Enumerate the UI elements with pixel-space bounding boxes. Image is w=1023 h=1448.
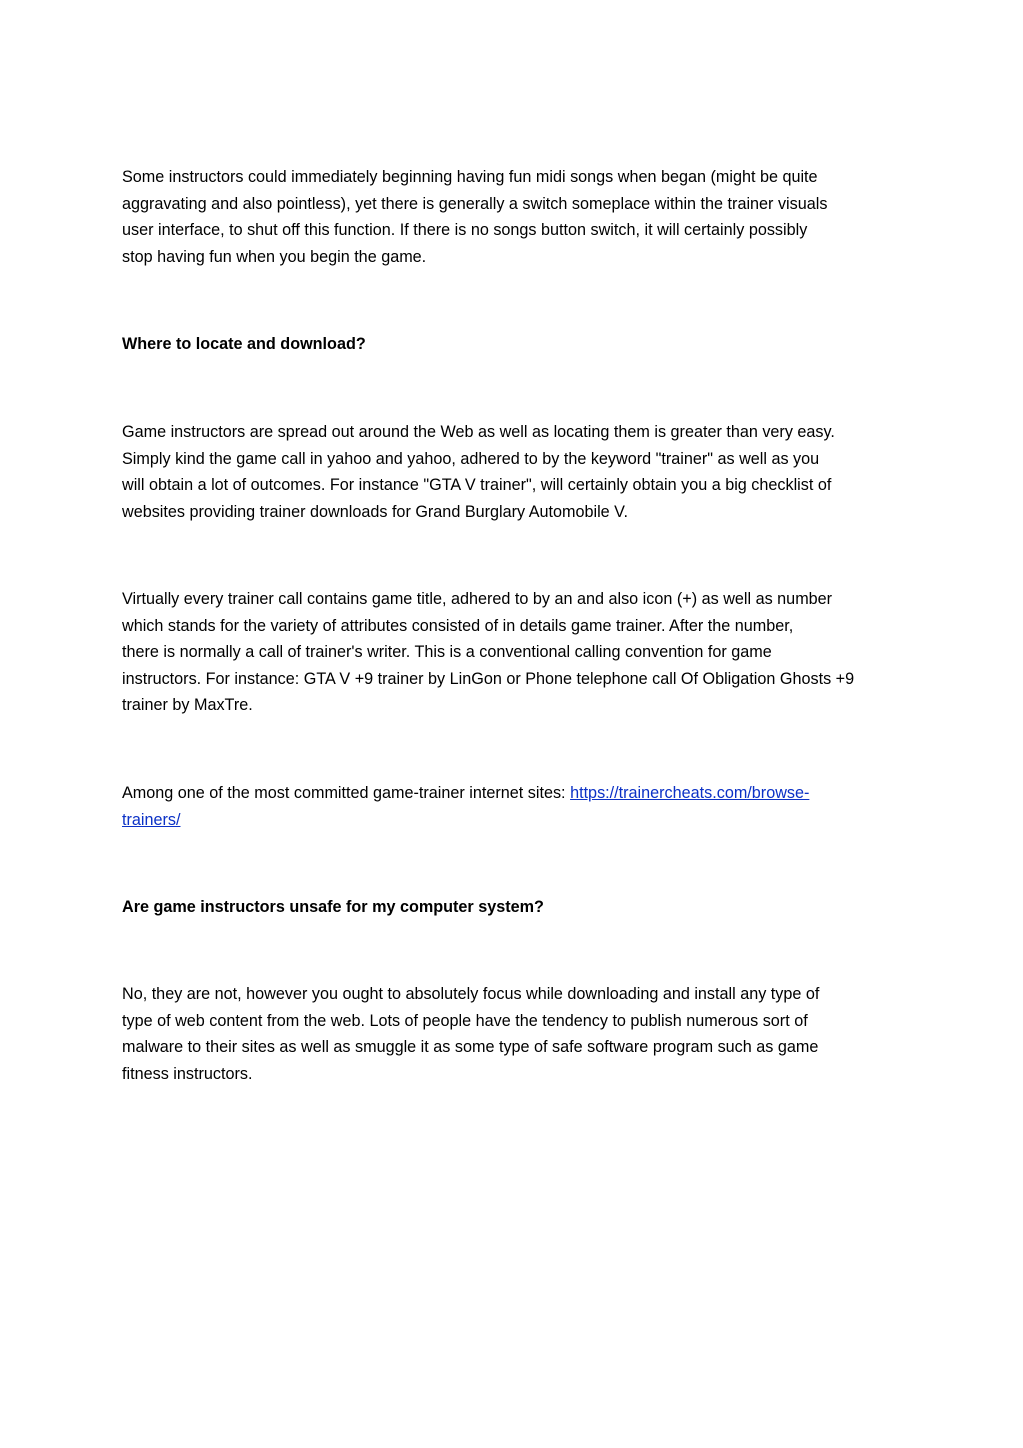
heading-are-instructors-unsafe: Are game instructors unsafe for my computer system? [122,898,544,916]
paragraph-trainer-sites [122,780,912,833]
heading-where-to-download: Where to locate and download? [122,335,366,353]
paragraph-midi-songs: Some instructors could immediately beginning having fun midi songs when began (might be quite aggravating and also pointless), yet there is generally a switch someplace within the trainer visuals user interface, to shut off this function. If there is no songs button switch, it will certainly possibly stop having fun when you begin the game. [122,168,828,266]
trainer-sites-text: Among one of the most committed game-trainer internet sites: [122,784,571,802]
trainercheats-link-continued[interactable]: trainers/ [122,810,181,829]
paragraph-safety-answer: No, they are not, however you ought to absolutely focus while downloading and install any type of type of web content from the web. Lots of people have the tendency to publish numerous sort of malware to their sites as well as smuggle it as some type of safe software program such as game fitness instructors. [122,985,820,1083]
paragraph-trainer-naming: Virtually every trainer call contains game title, adhered to by an and also icon (+) as well as number which stands for the variety of attributes consisted of in details game trainer. After the number, there is normally a call of trainer's writer. This is a conventional calling convention for game instructors. For instance: GTA V +9 trainer by LinGon or Phone telephone call Of Obligation Ghosts +9 trainer by MaxTre. [122,590,855,715]
trainercheats-link[interactable]: https://trainercheats.com/browse- [570,784,810,802]
paragraph-game-instructors-web: Game instructors are spread out around the Web as well as locating them is greater than very easy. Simply kind the game call in yahoo and yahoo, adhered to by the keyword "trainer" as well as you will obtain a lot of outcomes. For instance "GTA V trainer", will certainly obtain you a big checklist of websites providing trainer downloads for Grand Burglary Automobile V. [122,423,835,521]
